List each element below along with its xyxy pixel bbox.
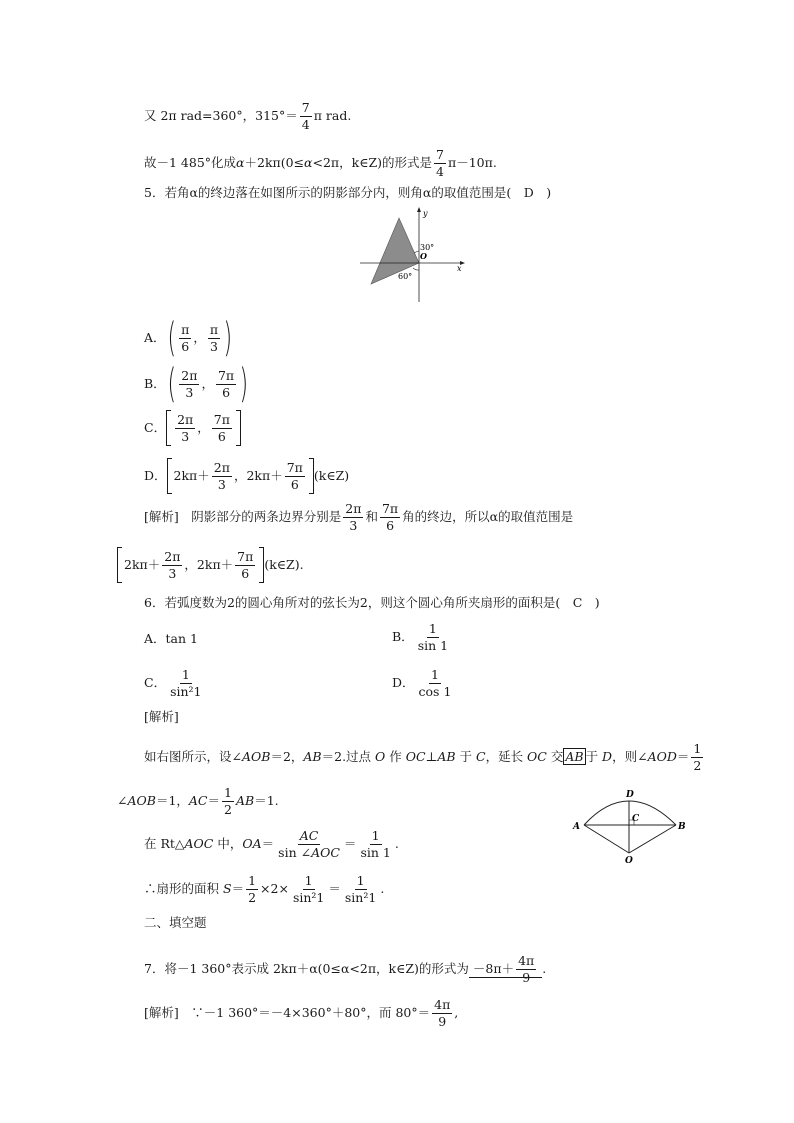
q6-analysis-line1: 如右图所示，设∠AOB＝2，AB＝2.过点 O 作 OC⊥AB 于 C，延长 OC 交 AB 于 D，则∠AOD＝ $\frac{1}{2}$ [144,741,702,773]
question-7: 7．将－1 360°表示成 2kπ＋α(0≤α<2π，k∈Z)的形式为 －8π＋ $\frac{4\pi}{9}$ . [144,953,547,985]
label-30: 30° [420,243,435,252]
option-d: D． $\frac{1}{\cos 1}$ [392,667,452,699]
q6-analysis-line4: ∴扇形的面积 S＝ $\frac{1}{2}$ ×2× $\frac{1}{\text{sin²1}}$ ＝ $\frac{1}{\text{sin²1}}$ . [144,873,385,905]
q6-sector-figure [570,783,690,865]
arc-ab-curve [584,801,676,825]
text-line: 又 2π rad=360°，315°＝ $\frac{7}{4}$ π rad. [144,100,352,132]
label-y: y [423,209,428,218]
option-c: C． $\frac{2\pi}{3}$ ， $\frac{7\pi}{6}$ [144,410,241,446]
question-6-stem: 6．若弧度数为2的圆心角所对的弦长为2，则这个圆心角所夹扇形的面积是( C ) [144,595,600,610]
svg-text:O: O [625,856,633,865]
option-b: B． $\frac{1}{\sin 1}$ [392,621,449,653]
q6-analysis-line3: 在 Rt△AOC 中，OA＝ $\frac{AC}{\text{sin ∠AOC}}$ ＝ $\frac{1}{\sin 1}$ . [144,828,399,860]
q5-angle-figure [356,206,468,304]
fraction: $\frac{7}{4}$ [301,100,310,132]
svg-text:B: B [678,822,686,832]
fraction: $\frac{7}{4}$ [436,147,444,179]
option-b: B．( $\frac{2\pi}{3}$ ， $\frac{7\pi}{6}$ ) [144,361,249,407]
option-a: A．tan 1 [144,631,198,646]
q7-analysis: [解析] ∵－1 360°＝－4×360°＋80°，而 80°＝ $\frac{4\pi}{9}$ , [144,997,459,1029]
option-d: D． 2kπ＋ $\frac{2\pi}{3}$ ，2kπ＋ $\frac{7\pi}{6}$ (k∈Z) [144,458,349,494]
svg-text:D: D [626,790,634,800]
question-5-stem: 5．若角α的终边落在如图所示的阴影部分内，则角α的取值范围是( D ) [144,185,552,200]
svg-text:C: C [632,814,640,824]
q6-analysis-line2: ∠AOB＝1，AC＝ $\frac{1}{2}$ AB＝1. [117,785,279,817]
label-x: x [457,264,462,273]
q6-analysis-tag: [解析] [144,709,179,724]
text-line: 故－1 485°化成α＋2kπ(0≤α<2π，k∈Z)的形式是 $\frac{7}{4}$ π－10π. [144,147,497,179]
arc-ab: AB [565,749,584,764]
label-60: 60° [398,272,413,281]
option-c: C． $\frac{1}{\text{sin²1}}$ [144,667,202,699]
option-a: A．( $\frac{\pi}{6}$ ， $\frac{\pi}{3}$ ) [144,315,233,361]
section-heading: 二、填空题 [144,915,207,930]
q5-analysis-range: 2kπ＋ $\frac{2\pi}{3}$ ，2kπ＋ $\frac{7\pi}{6}$ (k∈Z). [117,547,304,583]
svg-text:A: A [573,822,580,832]
q5-analysis: [解析] 阴影部分的两条边界分别是 $\frac{2\pi}{3}$ 和 $\frac{7\pi}{6}$ 角的终边，所以α的取值范围是 [144,501,574,533]
label-o: O [420,251,427,261]
